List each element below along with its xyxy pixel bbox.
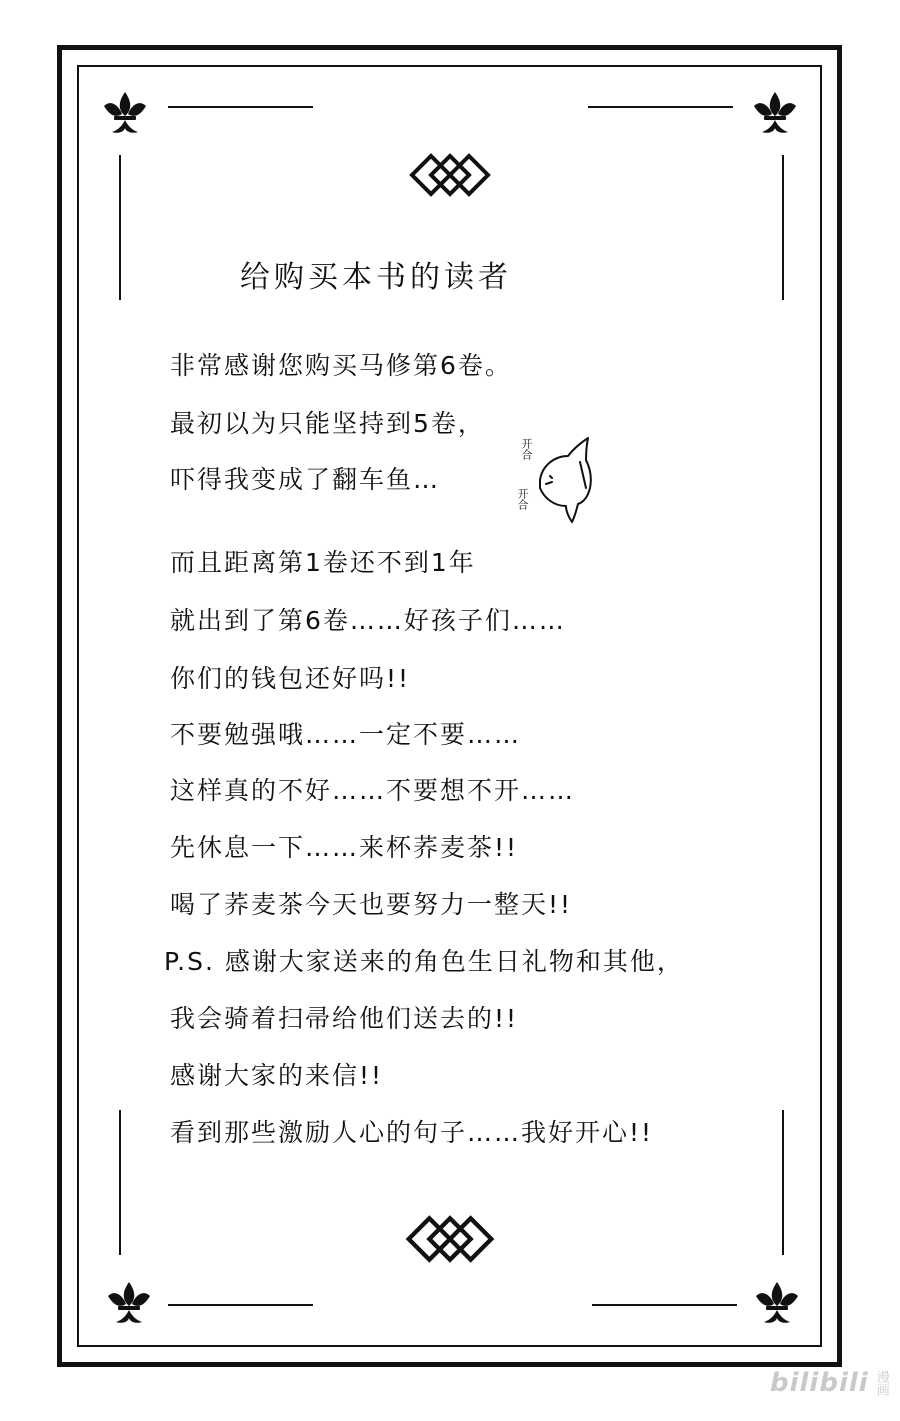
letter-line: P.S. 感谢大家送来的角色生日礼物和其他， — [164, 947, 684, 976]
letter-line: 感谢大家的来信!! — [170, 1061, 384, 1090]
letter-line: 你们的钱包还好吗!! — [170, 664, 411, 693]
letter-line: 先休息一下……来杯荞麦茶!! — [170, 833, 519, 862]
bilibili-watermark — [770, 1368, 888, 1398]
letter-line: 喝了荞麦茶今天也要努力一整天!! — [170, 890, 573, 919]
left-bottom-rule — [119, 1110, 121, 1255]
letter-line: 最初以为只能坚持到5卷， — [170, 409, 485, 438]
right-bottom-rule — [782, 1110, 784, 1255]
letter-line: 这样真的不好……不要想不开…… — [170, 776, 576, 805]
letter-line: 就出到了第6卷……好孩子们…… — [170, 606, 566, 635]
fish-sfx-label: 开合 — [520, 438, 533, 460]
right-top-rule — [782, 155, 784, 300]
fish-sfx-label: 开合 — [516, 488, 529, 510]
letter-line: 吓得我变成了翻车鱼… — [170, 465, 441, 494]
fleur-de-lis-icon — [104, 1278, 154, 1328]
letter-line: 不要勉强哦……一定不要…… — [170, 720, 522, 749]
top-right-rule — [588, 106, 733, 108]
fleur-de-lis-icon — [100, 88, 150, 138]
bottom-right-rule — [592, 1304, 737, 1306]
fleur-de-lis-icon — [750, 88, 800, 138]
sunfish-doodle — [512, 432, 602, 528]
letter-line: 而且距离第1卷还不到1年 — [170, 548, 476, 577]
interlocking-diamonds-icon — [408, 152, 492, 198]
left-top-rule — [119, 155, 121, 300]
watermark-sub: 漫画 — [873, 1370, 889, 1396]
letter-line: 看到那些激励人心的句子……我好开心!! — [170, 1118, 654, 1147]
top-left-rule — [168, 106, 313, 108]
letter-line: 我会骑着扫帚给他们送去的!! — [170, 1004, 519, 1033]
letter-line: 非常感谢您购买马修第6卷。 — [170, 351, 512, 380]
interlocking-diamonds-icon — [404, 1214, 496, 1264]
bottom-left-rule — [168, 1304, 313, 1306]
fleur-de-lis-icon — [752, 1278, 802, 1328]
watermark-logo: bilibili — [770, 1368, 869, 1398]
letter-title: 给购买本书的读者 — [240, 260, 512, 295]
